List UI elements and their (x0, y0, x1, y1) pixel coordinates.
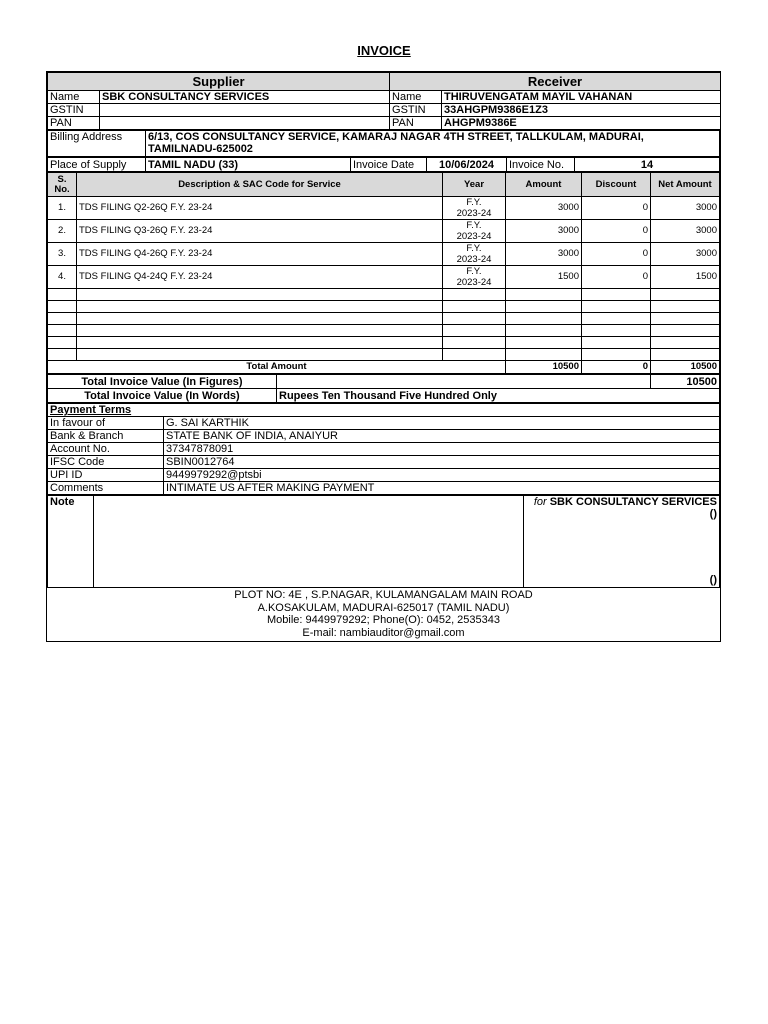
total-figures: 10500 (651, 375, 720, 389)
item-sno: 3. (48, 243, 77, 266)
note-table (47, 495, 720, 588)
col-year: Year (443, 173, 506, 197)
item-discount: 0 (582, 220, 651, 243)
payment-terms-heading: Payment Terms (48, 404, 720, 417)
empty-row (48, 349, 720, 361)
supplier-gstin-label: GSTIN (48, 104, 100, 117)
item-discount: 0 (582, 243, 651, 266)
items-table (47, 172, 720, 374)
billing-table (47, 130, 720, 157)
supply-table (47, 157, 720, 172)
upi-label: UPI ID (48, 469, 164, 482)
note-body (94, 496, 524, 588)
totals-table (47, 374, 720, 403)
invoice-date-label: Invoice Date (351, 158, 427, 172)
total-amount: 10500 (506, 361, 582, 374)
item-discount: 0 (582, 266, 651, 289)
receiver-gstin: 33AHGPM9386E1Z3 (442, 104, 721, 117)
item-amount: 1500 (506, 266, 582, 289)
signature-paren-bottom: () (709, 574, 717, 586)
account-label: Account No. (48, 443, 164, 456)
col-sno-line1: S. (57, 173, 67, 185)
item-year-line1: F.Y. (466, 266, 482, 277)
total-words-label: Total Invoice Value (In Words) (48, 389, 277, 403)
footer-address (47, 588, 720, 641)
empty-row (48, 337, 720, 349)
ifsc-label: IFSC Code (48, 456, 164, 469)
item-sno: 4. (48, 266, 77, 289)
place-of-supply-label: Place of Supply (48, 158, 146, 172)
supplier-gstin (100, 104, 390, 117)
col-net-amount: Net Amount (651, 173, 720, 197)
item-amount: 3000 (506, 197, 582, 220)
note-label: Note (48, 496, 94, 588)
party-table (47, 72, 721, 130)
upi-value: 9449979292@ptsbi (164, 469, 720, 482)
empty-row (48, 313, 720, 325)
item-net-amount: 3000 (651, 243, 720, 266)
footer-line1: PLOT NO: 4E , S.P.NAGAR, KULAMANGALAM MAIN ROAD (234, 589, 533, 601)
place-of-supply: TAMIL NADU (33) (146, 158, 351, 172)
comments-label: Comments (48, 482, 164, 495)
table-row (48, 243, 720, 266)
comments-value: INTIMATE US AFTER MAKING PAYMENT (164, 482, 720, 495)
supplier-heading: Supplier (48, 73, 390, 91)
item-year-line1: F.Y. (466, 197, 482, 208)
billing-address-line1: 6/13, COS CONSULTANCY SERVICE, KAMARAJ NAGAR 4TH STREET, TALLKULAM, MADURAI, (148, 131, 644, 143)
item-description: TDS FILING Q2-26Q F.Y. 23-24 (77, 197, 443, 220)
total-words: Rupees Ten Thousand Five Hundred Only (277, 389, 720, 403)
receiver-gstin-label: GSTIN (390, 104, 442, 117)
for-prefix: for (533, 496, 547, 508)
invoice-form (46, 71, 721, 642)
item-net-amount: 3000 (651, 220, 720, 243)
receiver-name-label: Name (390, 91, 442, 104)
total-amount-label: Total Amount (48, 361, 506, 374)
total-net-amount: 10500 (651, 361, 720, 374)
total-discount: 0 (582, 361, 651, 374)
col-sno (48, 173, 77, 197)
empty-row (48, 289, 720, 301)
item-description: TDS FILING Q4-24Q F.Y. 23-24 (77, 266, 443, 289)
bank-value: STATE BANK OF INDIA, ANAIYUR (164, 430, 720, 443)
supplier-pan-label: PAN (48, 117, 100, 130)
item-discount: 0 (582, 197, 651, 220)
table-row (48, 266, 720, 289)
ifsc-value: SBIN0012764 (164, 456, 720, 469)
billing-address-label: Billing Address (48, 131, 146, 157)
invoice-title: INVOICE (357, 43, 411, 58)
footer-line3: Mobile: 9449979292; Phone(O): 0452, 2535343 (266, 614, 500, 626)
item-year-line2: 2023-24 (456, 277, 492, 288)
item-amount: 3000 (506, 220, 582, 243)
bank-label: Bank & Branch (48, 430, 164, 443)
supplier-name: SBK CONSULTANCY SERVICES (100, 91, 390, 104)
table-row (48, 220, 720, 243)
invoice-no: 14 (575, 158, 720, 172)
item-year-line2: 2023-24 (456, 208, 492, 219)
favour-value: G. SAI KARTHIK (164, 417, 720, 430)
favour-label: In favour of (48, 417, 164, 430)
item-year-line2: 2023-24 (456, 254, 492, 265)
signature-paren-top: () (709, 508, 717, 520)
item-amount: 3000 (506, 243, 582, 266)
billing-address-line2: TAMILNADU-625002 (148, 143, 253, 155)
receiver-pan-label: PAN (390, 117, 442, 130)
account-value: 37347878091 (164, 443, 720, 456)
total-figures-label: Total Invoice Value (In Figures) (48, 375, 277, 389)
empty-row (48, 301, 720, 313)
footer-line4: E-mail: nambiauditor@gmail.com (302, 626, 465, 639)
col-amount: Amount (506, 173, 582, 197)
item-sno: 2. (48, 220, 77, 243)
footer-line2: A.KOSAKULAM, MADURAI-625017 (TAMIL NADU) (257, 601, 510, 614)
item-net-amount: 3000 (651, 197, 720, 220)
payment-table (47, 403, 720, 495)
item-year-line1: F.Y. (466, 220, 482, 231)
item-description: TDS FILING Q4-26Q F.Y. 23-24 (77, 243, 443, 266)
receiver-name: THIRUVENGATAM MAYIL VAHANAN (442, 91, 721, 104)
col-description: Description & SAC Code for Service (77, 173, 443, 197)
invoice-date: 10/06/2024 (427, 158, 507, 172)
supplier-name-label: Name (48, 91, 100, 104)
item-description: TDS FILING Q3-26Q F.Y. 23-24 (77, 220, 443, 243)
supplier-pan (100, 117, 390, 130)
item-sno: 1. (48, 197, 77, 220)
invoice-no-label: Invoice No. (507, 158, 575, 172)
receiver-pan: AHGPM9386E (442, 117, 721, 130)
signature-box (524, 496, 720, 588)
table-row (48, 197, 720, 220)
item-net-amount: 1500 (651, 266, 720, 289)
item-year-line1: F.Y. (466, 243, 482, 254)
for-company: SBK CONSULTANCY SERVICES (549, 496, 717, 508)
col-sno-line2: No. (54, 183, 70, 195)
receiver-heading: Receiver (390, 73, 721, 91)
col-discount: Discount (582, 173, 651, 197)
item-year-line2: 2023-24 (456, 231, 492, 242)
empty-row (48, 325, 720, 337)
